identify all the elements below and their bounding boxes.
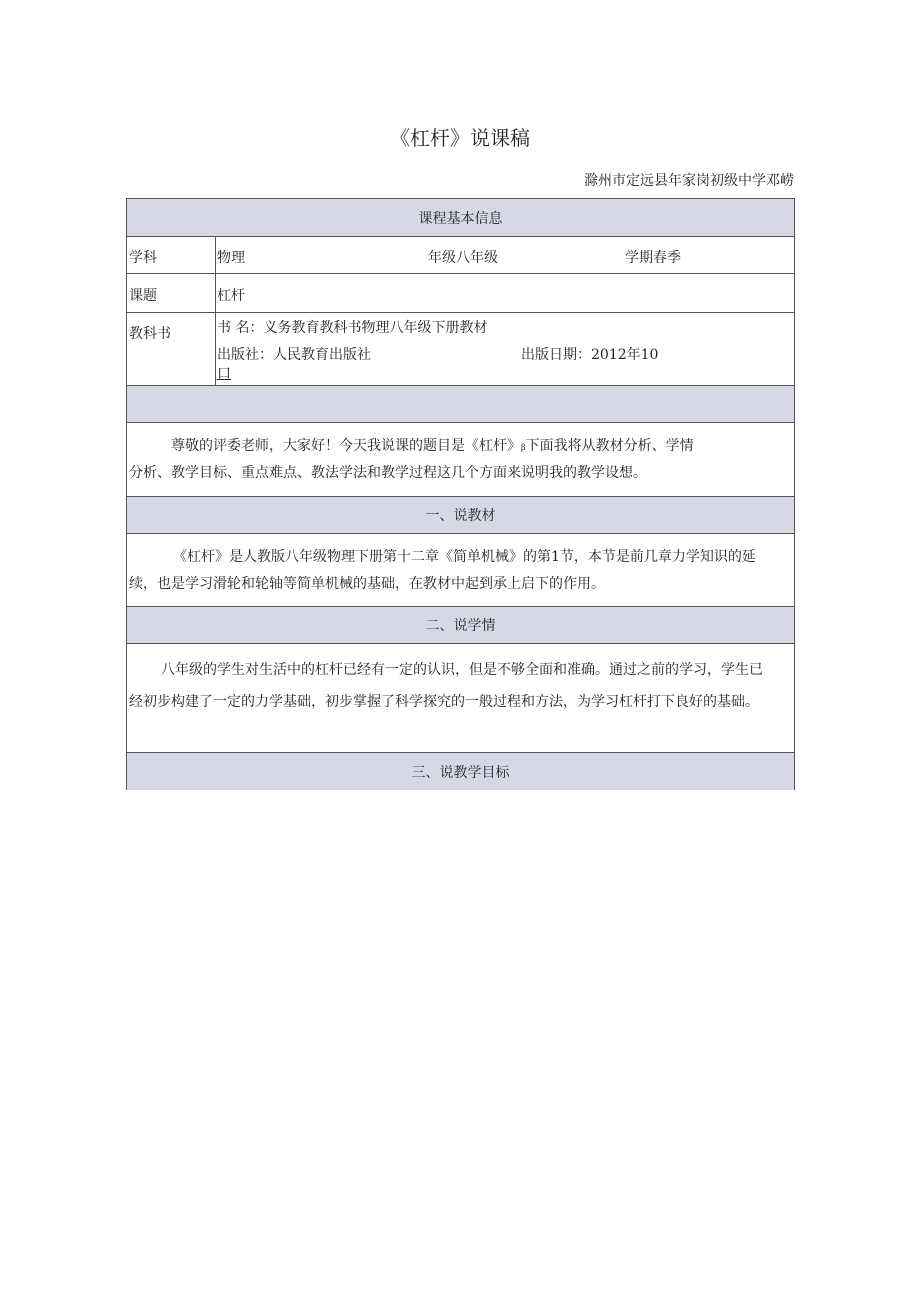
intro-row — [126, 422, 795, 496]
section-2-text: 八年级的学生对生活中的杠杆已经有一定的认识，但是不够全面和准确。通过之前的学习，学生已经初步构建了一定的力学基础，初步掌握了科学探究的一般过程和方法，为学习杠杆打下良好的基础。 — [129, 662, 763, 710]
subject-value: 物理 — [217, 250, 245, 266]
section-3-title: 三、说教学目标 — [411, 764, 510, 781]
section-2-body — [126, 643, 795, 752]
section-1-body — [126, 533, 795, 606]
topic-label: 课题 — [129, 288, 157, 304]
section-1-title: 一、说教材 — [425, 508, 496, 524]
intro-line-1: 尊敬的评委老师，大家好！今天我说课的题目是《杠杆》 — [171, 438, 521, 454]
section-1-text: 《杠杆》是人教版八年级物理下册第十二章《简单机械》的第1节，本节是前几章力学知识的延续，也是学习滑轮和轮轴等简单机械的基础，在教材中起到承上启下的作用。 — [129, 549, 756, 592]
textbook-row — [126, 312, 795, 385]
section-2-header — [126, 606, 795, 643]
term-value: 学期春季 — [625, 250, 681, 266]
section-1-header — [126, 496, 795, 533]
section-3-header — [126, 752, 795, 790]
grade-value: 年级八年级 — [428, 250, 498, 266]
table-header: 课程基本信息 — [418, 210, 503, 227]
section-2-title: 二、说学情 — [425, 618, 496, 634]
intro-line-2: 分析、教学目标、重点难点、教法学法和教学过程这几个方面来说明我的教学设想。 — [129, 465, 647, 481]
subject-row — [126, 236, 795, 273]
author-line: 滁州市定远县年家岗初级中学邓崂 — [584, 173, 794, 189]
textbook-label: 教科书 — [129, 326, 171, 342]
pub-date: 出版日期：2012年10 — [521, 347, 659, 363]
intro-line-1b: 下面我将从教材分析、学情 — [525, 438, 694, 454]
document-title: 《杠杆》说课稿 — [390, 126, 530, 150]
topic-row — [126, 273, 795, 312]
topic-value: 杠杆 — [217, 288, 245, 304]
publisher: 出版社：人民教育出版社 — [217, 347, 371, 363]
blank-shaded-row — [126, 385, 795, 422]
book-name: 书 名：义务教育教科书物理八年级下册教材 — [217, 320, 488, 336]
table-header-row — [126, 198, 795, 236]
intro-mark: β — [521, 443, 526, 452]
pub-date-continued: 口 — [217, 366, 231, 382]
subject-label: 学科 — [129, 250, 157, 266]
